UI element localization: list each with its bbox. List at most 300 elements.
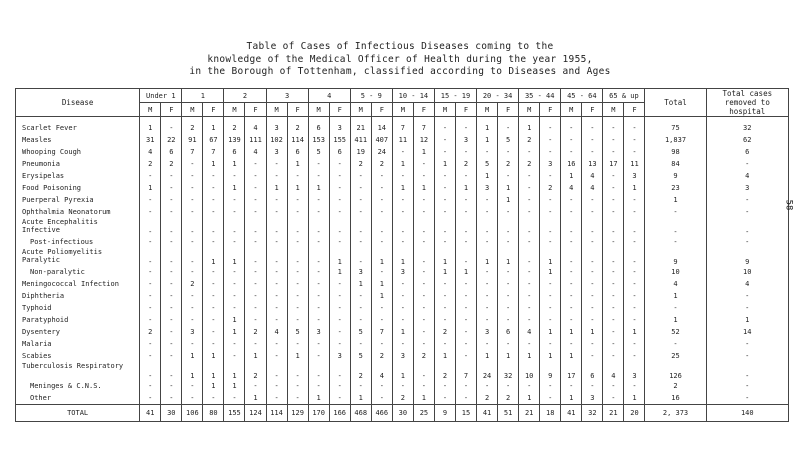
- count-cell: 7: [455, 362, 476, 380]
- removed-cell: -: [706, 362, 788, 380]
- count-cell: 1: [434, 248, 455, 266]
- count-cell: -: [371, 266, 392, 278]
- count-cell: -: [371, 206, 392, 218]
- female-header: F: [498, 103, 519, 117]
- count-cell: -: [161, 248, 182, 266]
- count-cell: 2: [455, 158, 476, 170]
- count-cell: -: [287, 392, 308, 405]
- count-cell: -: [350, 302, 371, 314]
- count-cell: -: [519, 194, 540, 206]
- count-cell: -: [624, 314, 645, 326]
- count-cell: -: [329, 158, 350, 170]
- count-cell: -: [582, 236, 603, 248]
- total-count-cell: 466: [371, 405, 392, 422]
- count-cell: -: [434, 392, 455, 405]
- count-cell: 3: [266, 146, 287, 158]
- count-cell: -: [182, 338, 203, 350]
- age-group-header: 45 - 64: [561, 89, 603, 103]
- count-cell: -: [161, 290, 182, 302]
- female-header: F: [203, 103, 224, 117]
- count-cell: -: [582, 146, 603, 158]
- count-cell: -: [477, 266, 498, 278]
- count-cell: -: [434, 338, 455, 350]
- count-cell: -: [624, 338, 645, 350]
- count-cell: -: [561, 290, 582, 302]
- count-cell: -: [561, 248, 582, 266]
- count-cell: -: [477, 314, 498, 326]
- count-cell: 1: [203, 122, 224, 134]
- count-cell: 1: [392, 362, 413, 380]
- total-count-cell: 106: [182, 405, 203, 422]
- count-cell: -: [603, 146, 624, 158]
- count-cell: -: [203, 278, 224, 290]
- count-cell: -: [477, 218, 498, 236]
- count-cell: 17: [603, 158, 624, 170]
- male-header: M: [392, 103, 413, 117]
- count-cell: -: [413, 170, 434, 182]
- count-cell: -: [308, 194, 329, 206]
- total-count-cell: 32: [582, 405, 603, 422]
- total-cell: 98: [645, 146, 706, 158]
- count-cell: -: [287, 206, 308, 218]
- count-cell: -: [413, 290, 434, 302]
- count-cell: 6: [161, 146, 182, 158]
- count-cell: -: [540, 290, 561, 302]
- count-cell: 1: [624, 392, 645, 405]
- count-cell: -: [245, 182, 266, 194]
- count-cell: 22: [161, 134, 182, 146]
- count-cell: -: [329, 380, 350, 392]
- count-cell: -: [434, 182, 455, 194]
- count-cell: 2: [140, 326, 161, 338]
- count-cell: -: [498, 314, 519, 326]
- count-cell: -: [540, 236, 561, 248]
- count-cell: -: [203, 290, 224, 302]
- count-cell: -: [603, 326, 624, 338]
- total-count-cell: 41: [140, 405, 161, 422]
- count-cell: 1: [224, 326, 245, 338]
- count-cell: -: [287, 194, 308, 206]
- removed-cell: -: [706, 392, 788, 405]
- count-cell: -: [455, 338, 476, 350]
- count-cell: -: [455, 122, 476, 134]
- count-cell: 5: [287, 326, 308, 338]
- count-cell: 5: [477, 158, 498, 170]
- age-group-header: 65 & up: [603, 89, 645, 103]
- removed-cell: 6: [706, 146, 788, 158]
- count-cell: -: [308, 236, 329, 248]
- removed-cell: 1: [706, 314, 788, 326]
- count-cell: 1: [582, 326, 603, 338]
- count-cell: -: [603, 350, 624, 362]
- count-cell: -: [140, 236, 161, 248]
- count-cell: -: [434, 314, 455, 326]
- count-cell: -: [519, 380, 540, 392]
- removed-cell: 62: [706, 134, 788, 146]
- count-cell: 3: [392, 350, 413, 362]
- count-cell: 1: [287, 158, 308, 170]
- total-count-cell: 15: [455, 405, 476, 422]
- count-cell: -: [582, 380, 603, 392]
- disease-name: Tuberculosis Respiratory: [16, 362, 140, 380]
- count-cell: -: [287, 218, 308, 236]
- count-cell: -: [245, 338, 266, 350]
- count-cell: 16: [561, 158, 582, 170]
- count-cell: 6: [224, 146, 245, 158]
- total-count-cell: 41: [477, 405, 498, 422]
- count-cell: 3: [182, 326, 203, 338]
- total-cell: 16: [645, 392, 706, 405]
- count-cell: -: [287, 302, 308, 314]
- count-cell: -: [350, 182, 371, 194]
- infectious-diseases-table: [15, 88, 789, 422]
- count-cell: -: [392, 314, 413, 326]
- total-cell: 9: [645, 170, 706, 182]
- count-cell: 2: [519, 134, 540, 146]
- count-cell: -: [434, 170, 455, 182]
- count-cell: -: [245, 314, 266, 326]
- count-cell: -: [308, 380, 329, 392]
- count-cell: -: [308, 362, 329, 380]
- count-cell: -: [413, 236, 434, 248]
- count-cell: -: [582, 206, 603, 218]
- count-cell: -: [245, 302, 266, 314]
- count-cell: -: [182, 314, 203, 326]
- count-cell: -: [561, 236, 582, 248]
- count-cell: -: [308, 218, 329, 236]
- count-cell: 1: [540, 248, 561, 266]
- total-count-cell: 114: [266, 405, 287, 422]
- total-count-cell: 18: [540, 405, 561, 422]
- count-cell: -: [392, 170, 413, 182]
- title-line-3: in the Borough of Tottenham, classified according to Diseases and Ages: [189, 66, 611, 77]
- count-cell: 102: [266, 134, 287, 146]
- count-cell: -: [434, 290, 455, 302]
- count-cell: -: [413, 314, 434, 326]
- title-line-1: Table of Cases of Infectious Diseases coming to the: [246, 41, 554, 52]
- table-row: [16, 122, 789, 134]
- count-cell: -: [603, 278, 624, 290]
- count-cell: 2: [245, 362, 266, 380]
- count-cell: -: [329, 362, 350, 380]
- count-cell: -: [455, 236, 476, 248]
- count-cell: -: [434, 122, 455, 134]
- count-cell: 4: [140, 146, 161, 158]
- count-cell: 2: [350, 158, 371, 170]
- removed-cell: -: [706, 194, 788, 206]
- count-cell: -: [455, 278, 476, 290]
- table-row: [16, 194, 789, 206]
- count-cell: -: [392, 380, 413, 392]
- count-cell: -: [203, 218, 224, 236]
- count-cell: -: [329, 278, 350, 290]
- male-header: M: [140, 103, 161, 117]
- disease-name: Scarlet Fever: [16, 122, 140, 134]
- count-cell: 2: [224, 122, 245, 134]
- table-row: [16, 218, 789, 236]
- count-cell: -: [266, 350, 287, 362]
- count-cell: -: [624, 146, 645, 158]
- count-cell: 411: [350, 134, 371, 146]
- count-cell: -: [455, 302, 476, 314]
- table-row: [16, 392, 789, 405]
- count-cell: -: [455, 350, 476, 362]
- female-header: F: [329, 103, 350, 117]
- count-cell: -: [350, 248, 371, 266]
- removed-cell: -: [706, 302, 788, 314]
- count-cell: 1: [498, 182, 519, 194]
- count-cell: 1: [371, 290, 392, 302]
- count-cell: 31: [140, 134, 161, 146]
- count-cell: -: [350, 338, 371, 350]
- count-cell: -: [287, 170, 308, 182]
- total-count-cell: 124: [245, 405, 266, 422]
- male-header: M: [519, 103, 540, 117]
- count-cell: -: [182, 218, 203, 236]
- disease-name: Meninges & C.N.S.: [16, 380, 140, 392]
- count-cell: 1: [561, 350, 582, 362]
- title-line-2: knowledge of the Medical Officer of Health during the year 1955,: [207, 54, 593, 65]
- removed-cell: 4: [706, 170, 788, 182]
- age-group-header: 2: [224, 89, 266, 103]
- removed-cell: 10: [706, 266, 788, 278]
- total-count-cell: 166: [329, 405, 350, 422]
- male-header: M: [308, 103, 329, 117]
- count-cell: -: [603, 122, 624, 134]
- count-cell: -: [161, 266, 182, 278]
- count-cell: 5: [308, 146, 329, 158]
- count-cell: -: [455, 146, 476, 158]
- count-cell: -: [182, 236, 203, 248]
- count-cell: 1: [519, 392, 540, 405]
- disease-name: Erysipelas: [16, 170, 140, 182]
- count-cell: -: [161, 362, 182, 380]
- female-header: F: [371, 103, 392, 117]
- count-cell: 2: [182, 122, 203, 134]
- count-cell: -: [434, 236, 455, 248]
- count-cell: -: [329, 182, 350, 194]
- count-cell: -: [477, 206, 498, 218]
- count-cell: 2: [287, 122, 308, 134]
- count-cell: -: [413, 302, 434, 314]
- count-cell: 2: [350, 362, 371, 380]
- count-cell: -: [498, 338, 519, 350]
- count-cell: 1: [498, 194, 519, 206]
- count-cell: -: [224, 194, 245, 206]
- count-cell: 155: [329, 134, 350, 146]
- count-cell: -: [434, 206, 455, 218]
- total-cell: 84: [645, 158, 706, 170]
- count-cell: -: [329, 314, 350, 326]
- count-cell: -: [266, 218, 287, 236]
- disease-name: Typhoid: [16, 302, 140, 314]
- total-count-cell: 21: [519, 405, 540, 422]
- count-cell: 3: [477, 326, 498, 338]
- count-cell: -: [413, 248, 434, 266]
- count-cell: 67: [203, 134, 224, 146]
- count-cell: -: [434, 194, 455, 206]
- count-cell: -: [203, 170, 224, 182]
- male-header: M: [350, 103, 371, 117]
- count-cell: -: [624, 248, 645, 266]
- count-cell: -: [161, 236, 182, 248]
- count-cell: -: [371, 338, 392, 350]
- count-cell: -: [540, 170, 561, 182]
- count-cell: -: [287, 380, 308, 392]
- total-row: [16, 405, 789, 422]
- count-cell: -: [224, 206, 245, 218]
- count-cell: -: [140, 338, 161, 350]
- count-cell: 2: [498, 392, 519, 405]
- removed-cell: -: [706, 158, 788, 170]
- count-cell: -: [350, 314, 371, 326]
- total-cell: 10: [645, 266, 706, 278]
- count-cell: 1: [392, 248, 413, 266]
- disease-name: Puerperal Pyrexia: [16, 194, 140, 206]
- count-cell: -: [140, 194, 161, 206]
- count-cell: -: [182, 182, 203, 194]
- count-cell: 1: [477, 122, 498, 134]
- total-cell: 25: [645, 350, 706, 362]
- page-number: 58: [783, 199, 794, 211]
- count-cell: -: [498, 266, 519, 278]
- disease-name: Dysentery: [16, 326, 140, 338]
- count-cell: -: [140, 302, 161, 314]
- count-cell: -: [434, 278, 455, 290]
- count-cell: 1: [350, 278, 371, 290]
- count-cell: 1: [224, 314, 245, 326]
- count-cell: -: [182, 380, 203, 392]
- count-cell: -: [203, 392, 224, 405]
- count-cell: 1: [203, 350, 224, 362]
- count-cell: -: [582, 218, 603, 236]
- count-cell: -: [624, 278, 645, 290]
- count-cell: -: [287, 266, 308, 278]
- count-cell: -: [498, 380, 519, 392]
- count-cell: -: [245, 170, 266, 182]
- count-cell: -: [182, 206, 203, 218]
- male-header: M: [182, 103, 203, 117]
- count-cell: -: [266, 158, 287, 170]
- count-cell: 1: [224, 158, 245, 170]
- count-cell: -: [434, 134, 455, 146]
- age-group-header: 5 - 9: [350, 89, 392, 103]
- removed-cell: 3: [706, 182, 788, 194]
- count-cell: -: [413, 194, 434, 206]
- count-cell: 1: [140, 122, 161, 134]
- count-cell: -: [308, 266, 329, 278]
- count-cell: 1: [413, 182, 434, 194]
- table-row: [16, 134, 789, 146]
- table-row: [16, 182, 789, 194]
- count-cell: -: [371, 194, 392, 206]
- count-cell: -: [624, 380, 645, 392]
- count-cell: 4: [582, 182, 603, 194]
- count-cell: -: [245, 278, 266, 290]
- count-cell: -: [561, 266, 582, 278]
- count-cell: -: [582, 248, 603, 266]
- count-cell: 4: [561, 182, 582, 194]
- count-cell: -: [140, 362, 161, 380]
- count-cell: 114: [287, 134, 308, 146]
- count-cell: -: [498, 122, 519, 134]
- removed-cell: -: [706, 236, 788, 248]
- count-cell: -: [561, 302, 582, 314]
- count-cell: -: [329, 326, 350, 338]
- count-cell: 3: [624, 170, 645, 182]
- table-row: [16, 248, 789, 266]
- total-cell: -: [645, 236, 706, 248]
- count-cell: -: [308, 158, 329, 170]
- count-cell: 6: [498, 326, 519, 338]
- count-cell: 4: [266, 326, 287, 338]
- total-cell: 75: [645, 122, 706, 134]
- count-cell: 1: [392, 326, 413, 338]
- count-cell: -: [519, 236, 540, 248]
- count-cell: -: [603, 338, 624, 350]
- table-row: [16, 302, 789, 314]
- total-header: Total: [645, 89, 706, 117]
- total-cell: 4: [645, 278, 706, 290]
- count-cell: 2: [182, 278, 203, 290]
- female-header: F: [582, 103, 603, 117]
- count-cell: 3: [540, 158, 561, 170]
- count-cell: 1: [245, 350, 266, 362]
- total-count-cell: 41: [561, 405, 582, 422]
- disease-name: Whooping Cough: [16, 146, 140, 158]
- count-cell: -: [266, 170, 287, 182]
- count-cell: 4: [245, 122, 266, 134]
- count-cell: 10: [519, 362, 540, 380]
- count-cell: -: [455, 170, 476, 182]
- count-cell: -: [603, 236, 624, 248]
- count-cell: -: [561, 146, 582, 158]
- count-cell: 407: [371, 134, 392, 146]
- count-cell: -: [624, 218, 645, 236]
- total-count-cell: 468: [350, 405, 371, 422]
- count-cell: 1: [308, 182, 329, 194]
- count-cell: -: [603, 134, 624, 146]
- grand-total-cell: 2, 373: [645, 405, 706, 422]
- count-cell: -: [477, 236, 498, 248]
- count-cell: -: [329, 206, 350, 218]
- count-cell: -: [182, 392, 203, 405]
- total-cell: 2: [645, 380, 706, 392]
- total-cell: -: [645, 218, 706, 236]
- count-cell: 3: [350, 266, 371, 278]
- count-cell: -: [455, 206, 476, 218]
- count-cell: -: [224, 290, 245, 302]
- count-cell: -: [287, 278, 308, 290]
- count-cell: -: [561, 134, 582, 146]
- count-cell: 1: [203, 248, 224, 266]
- count-cell: -: [624, 302, 645, 314]
- count-cell: -: [603, 302, 624, 314]
- count-cell: -: [224, 338, 245, 350]
- count-cell: -: [308, 338, 329, 350]
- count-cell: 1: [329, 248, 350, 266]
- count-cell: -: [498, 146, 519, 158]
- count-cell: -: [287, 314, 308, 326]
- count-cell: -: [182, 170, 203, 182]
- count-cell: 1: [203, 380, 224, 392]
- count-cell: 7: [413, 122, 434, 134]
- count-cell: -: [392, 290, 413, 302]
- count-cell: -: [413, 380, 434, 392]
- table-row: [16, 338, 789, 350]
- age-group-header: 15 - 19: [434, 89, 476, 103]
- count-cell: -: [371, 392, 392, 405]
